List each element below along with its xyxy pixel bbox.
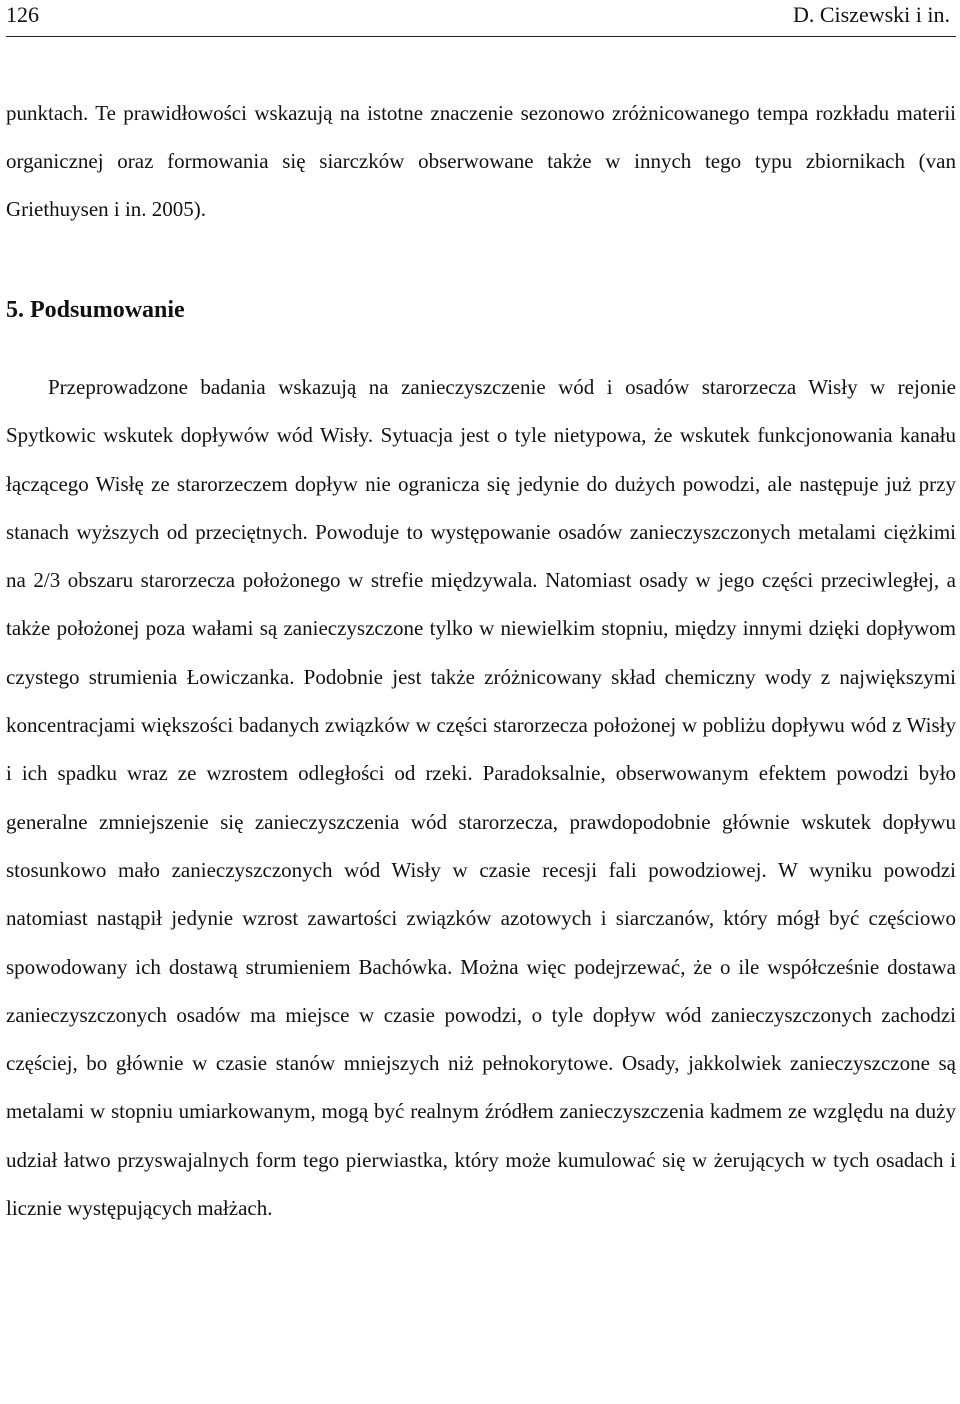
section-heading: 5. Podsumowanie bbox=[6, 297, 185, 323]
document-page bbox=[6, 0, 956, 1232]
running-header bbox=[6, 0, 956, 37]
summary-paragraph: Przeprowadzone badania wskazują na zanieczyszczenie wód i osadów starorzecza Wisły w rejonie Spytkowic wskutek dopływów wód Wisły. Sytuacja jest o tyle nietypowa, że wskutek funkcjonowania kanału łączącego Wisłę ze starorzeczem dopływ nie ogranicza się jedynie do dużych powodzi, ale następuje już przy stanach wyższych od przeciętnych. Powoduje to występowanie osadów zanieczyszczonych metalami ciężkimi na 2/3 obszaru starorzecza położonego w strefie międzywala. Natomiast osady w jego części przeciwległej, a także położonej poza wałami są zanieczyszczone tylko w niewielkim stopniu, między innymi dzięki dopływom czystego strumienia Łowiczanka. Podobnie jest także zróżnicowany skład chemiczny wody z największymi koncentracjami większości badanych związków w części starorzecza położonej w pobliżu dopływu wód z Wisły i ich spadku wraz ze wzrostem odległości od rzeki. Paradoksalnie, obserwowanym efektem powodzi było generalne zmniejszenie się zanieczyszczenia wód starorzecza, prawdopodobnie głównie wskutek dopływu stosunkowo mało zanieczyszczonych wód Wisły w czasie recesji fali powodziowej. W wyniku powodzi natomiast nastąpił jedynie wzrost zawartości związków azotowych i siarczanów, który mógł być częściowo spowodowany ich dostawą strumieniem Bachówka. Można więc podejrzewać, że o ile współcześnie dostawa zanieczyszczonych osadów ma miejsce w czasie powodzi, o tyle dopływ wód zanieczyszczonych zachodzi częściej, bo głównie w czasie stanów mniejszych niż pełnokorytowe. Osady, jakkolwiek zanieczyszczone są metalami w stopniu umiarkowanym, mogą być realnym źródłem zanieczyszczenia kadmem ze względu na duży udział łatwo przyswajalnych form tego pierwiastka, który może kumulować się w żerujących w tych osadach i licznie występujących małżach. bbox=[6, 375, 956, 1221]
page-number: 126 bbox=[6, 2, 39, 27]
continued-paragraph: punktach. Te prawidłowości wskazują na istotne znaczenie sezonowo zróżnicowanego tempa rozkładu materii organicznej oraz formowania się siarczków obserwowane także w innych tego typu zbiornikach (van Griethuysen i in. 2005). bbox=[6, 101, 956, 221]
running-author: D. Ciszewski i in. bbox=[792, 2, 950, 27]
